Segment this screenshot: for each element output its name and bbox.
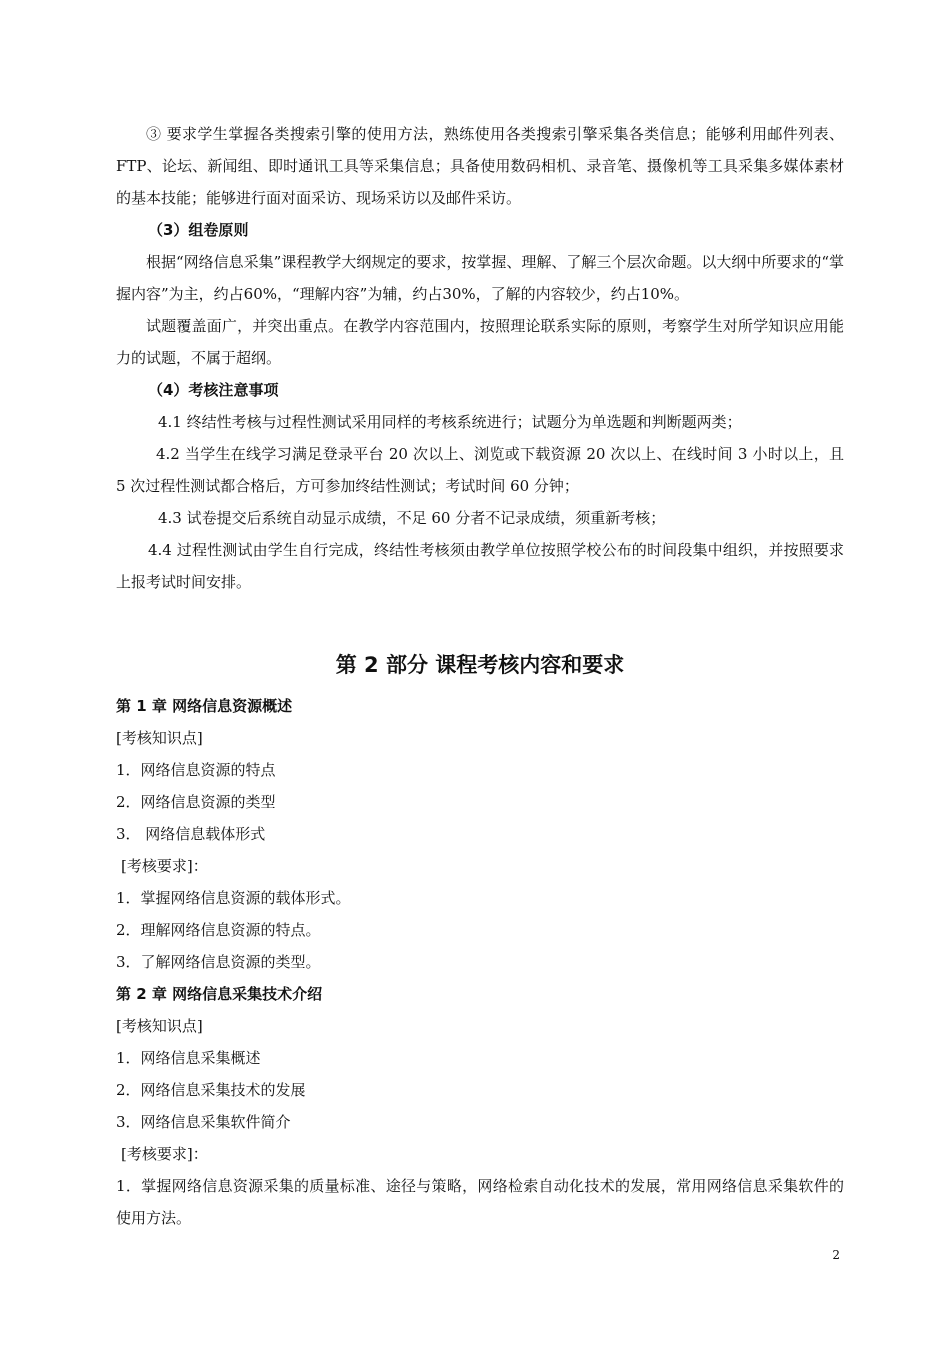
chapter-1-req-label: [考核要求]： <box>121 857 208 875</box>
note-4-2: 4.2 当学生在线学习满足登录平台 20 次以上、浏览或下载资源 20 次以上、在线时间 3 小时以上，且 5 次过程性测试都合格后，方可参加终结性测试；考试时间 60 分钟； <box>116 445 844 495</box>
chapter-1-kp-label: [考核知识点] <box>116 729 203 747</box>
chapter-1-req-2: 2．理解网络信息资源的特点。 <box>116 921 321 939</box>
page-content <box>116 118 844 1234</box>
chapter-2-title: 第 2 章 网络信息采集技术介绍 <box>116 985 323 1003</box>
requirement-item-3: ③ 要求学生掌握各类搜索引擎的使用方法，熟练使用各类搜索引擎采集各类信息；能够利用邮件列表、FTP、论坛、新闻组、即时通讯工具等采集信息；具备使用数码相机、录音笔、摄像机等工具采集多媒体素材的基本技能；能够进行面对面采访、现场采访以及邮件采访。 <box>116 125 844 207</box>
section-heading-3: （3）组卷原则 <box>148 221 249 239</box>
chapter-2-req-label: [考核要求]： <box>121 1145 208 1163</box>
note-4-1: 4.1 终结性考核与过程性测试采用同样的考核系统进行；试题分为单选题和判断题两类； <box>158 413 742 431</box>
chapter-2-kp-2: 2．网络信息采集技术的发展 <box>116 1081 306 1099</box>
chapter-2-kp-1: 1．网络信息采集概述 <box>116 1049 261 1067</box>
section-heading-4: （4）考核注意事项 <box>148 381 279 399</box>
chapter-1-kp-1: 1．网络信息资源的特点 <box>116 761 276 779</box>
chapter-2-kp-label: [考核知识点] <box>116 1017 203 1035</box>
paragraph-coverage: 试题覆盖面广，并突出重点。在教学内容范围内，按照理论联系实际的原则，考察学生对所学知识应用能力的试题，不属于超纲。 <box>116 317 844 367</box>
chapter-2-req-1: 1．掌握网络信息资源采集的质量标准、途径与策略，网络检索自动化技术的发展，常用网络信息采集软件的使用方法。 <box>116 1177 844 1227</box>
chapter-1-title: 第 1 章 网络信息资源概述 <box>116 697 293 715</box>
chapter-1-kp-2: 2．网络信息资源的类型 <box>116 793 276 811</box>
chapter-2-kp-3: 3．网络信息采集软件简介 <box>116 1113 291 1131</box>
note-4-3: 4.3 试卷提交后系统自动显示成绩，不足 60 分者不记录成绩，须重新考核； <box>158 509 666 527</box>
note-4-4: 4.4 过程性测试由学生自行完成，终结性考核须由教学单位按照学校公布的时间段集中组织，并按照要求上报考试时间安排。 <box>116 541 844 591</box>
part-title: 第 2 部分 课程考核内容和要求 <box>335 653 625 677</box>
chapter-1-kp-3: 3． 网络信息载体形式 <box>116 825 266 843</box>
chapter-1-req-1: 1．掌握网络信息资源的载体形式。 <box>116 889 351 907</box>
chapter-1-req-3: 3．了解网络信息资源的类型。 <box>116 953 321 971</box>
paragraph-exam-principle: 根据“网络信息采集”课程教学大纲规定的要求，按掌握、理解、了解三个层次命题。以大纲中所要求的“掌握内容”为主，约占60%，“理解内容”为辅，约占30%，了解的内容较少，约占10%。 <box>116 253 845 303</box>
page-number: 2 <box>832 1248 840 1262</box>
